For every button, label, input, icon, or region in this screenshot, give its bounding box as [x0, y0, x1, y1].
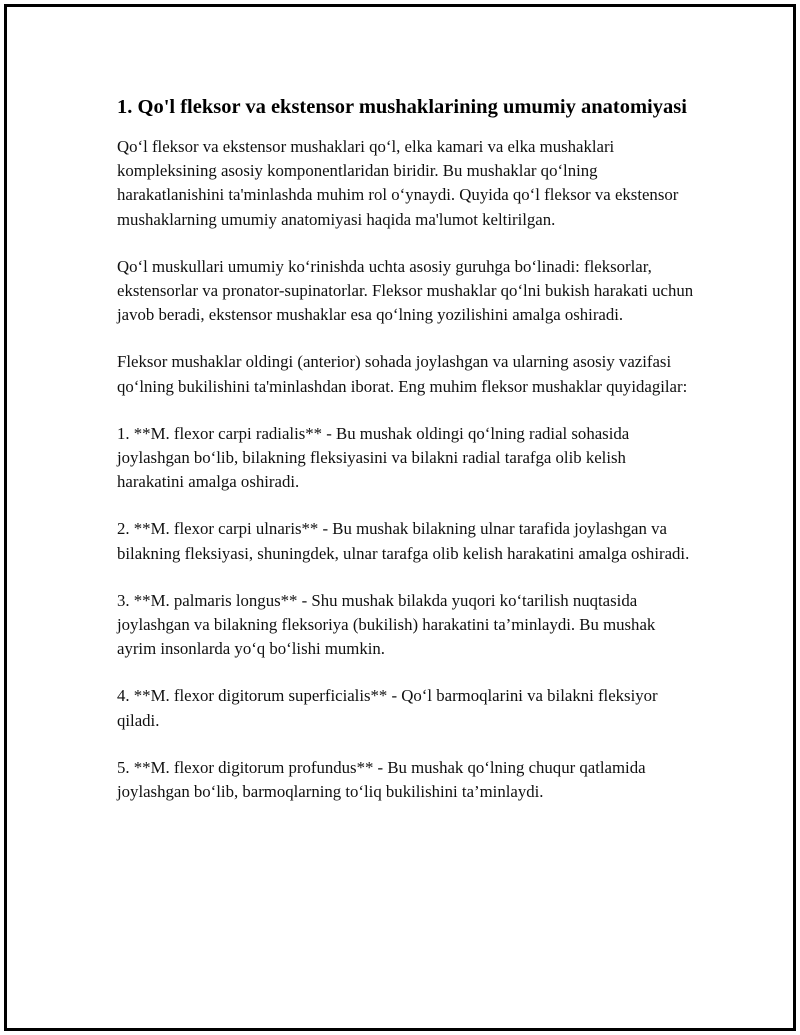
list-item-flexor-digitorum-superficialis: 4. **M. flexor digitorum superficialis** - Qo‘l barmoqlarini va bilakni fleksiyor qiladi.	[117, 686, 658, 730]
paragraph-flexors: Fleksor mushaklar oldingi (anterior) sohada joylashgan va ularning asosiy vazifasi qo‘lning bukilishini ta'minlashdan iborat. Eng muhim fleksor mushaklar quyidagilar:	[117, 352, 688, 396]
list-item-palmaris-longus: 3. **M. palmaris longus** - Shu mushak bilakda yuqori ko‘tarilish nuqtasida joylashgan va bilakning fleksoriya (bukilish) harakatini ta’minlaydi. Bu mushak ayrim insonlarda yo‘q bo‘lishi mumkin.	[117, 590, 656, 659]
paragraph-intro: Qo‘l fleksor va ekstensor mushaklari qo‘l, elka kamari va elka mushaklari kompleksining asosiy komponentlaridan biridir. Bu mushaklar qo‘lning harakatlanishini ta'minlashda muhim rol o‘ynaydi. Quyida qo‘l fleksor va ekstensor mushaklarning umumiy anatomiyasi haqida ma'lumot keltirilgan.	[117, 137, 679, 229]
document-body	[117, 94, 697, 827]
paragraph-muscle-groups: Qo‘l muskullari umumiy ko‘rinishda uchta asosiy guruhga bo‘linadi: fleksorlar, ekstensorlar va pronator-supinatorlar. Fleksor mushaklar qo‘lni bukish harakati uchun javob beradi, ekstensor mushaklar esa qo‘lning yozilishini amalga oshiradi.	[117, 256, 694, 325]
list-item-flexor-digitorum-profundus: 5. **M. flexor digitorum profundus** - Bu mushak qo‘lning chuqur qatlamida joylashgan bo‘lib, barmoqlarning to‘liq bukilishini ta’minlaydi.	[117, 757, 646, 802]
list-item-flexor-carpi-radialis: 1. **M. flexor carpi radialis** - Bu mushak oldingi qo‘lning radial sohasida joylashgan bo‘lib, bilakning fleksiyasini va bilakni radial tarafga olib kelish harakatini amalga oshiradi.	[117, 423, 630, 492]
section-heading: 1. Qo'l fleksor va ekstensor mushaklarining umumiy anatomiyasi	[117, 96, 687, 118]
list-item-flexor-carpi-ulnaris: 2. **M. flexor carpi ulnaris** - Bu mushak bilakning ulnar tarafida joylashgan va bilakning fleksiyasi, shuningdek, ulnar tarafga olib kelish harakatini amalga oshiradi.	[117, 519, 690, 563]
